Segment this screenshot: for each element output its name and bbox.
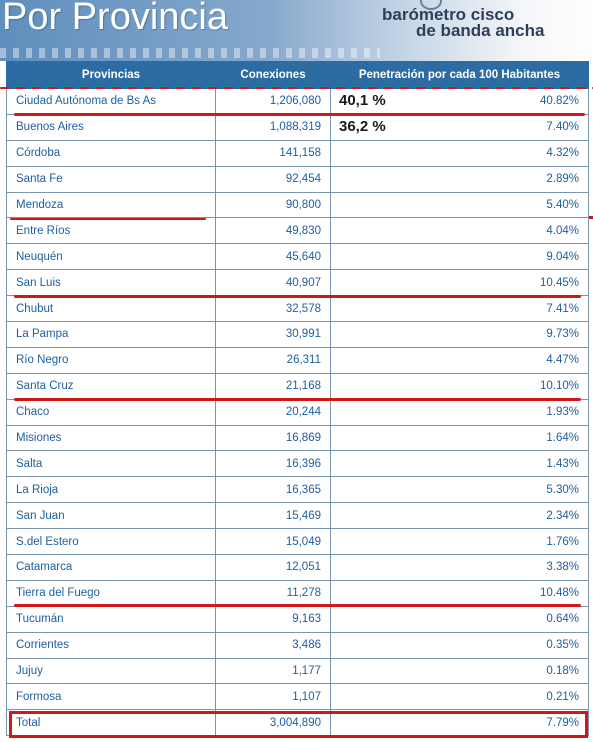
table-row-san-luis: [7, 270, 589, 296]
penetration-cell: [331, 477, 589, 503]
table-row-catamarca: [7, 555, 589, 581]
province-cell: Misiones: [7, 425, 216, 451]
penetration-cell: [331, 503, 589, 529]
penetration-value: 0.35%: [546, 639, 579, 652]
connections-cell: 15,469: [216, 503, 331, 529]
penetration-value: 2.34%: [546, 509, 579, 522]
penetration-cell: [331, 322, 589, 348]
table-row-tierra-del-fuego: [7, 580, 589, 606]
connections-cell: 16,365: [216, 477, 331, 503]
brand-line-1: barómetro cisco: [382, 5, 515, 24]
table-row-misiones: [7, 425, 589, 451]
penetration-value: 7.40%: [546, 121, 579, 134]
connections-cell: 1,107: [216, 684, 331, 710]
penetration-value: 5.30%: [546, 483, 579, 496]
table-row-la-pampa: [7, 322, 589, 348]
highlight-underline-santa-cruz: [14, 398, 581, 401]
penetration-cell: [331, 296, 589, 322]
province-cell: Corrientes: [7, 632, 216, 658]
province-cell: La Pampa: [7, 322, 216, 348]
brand-logo: [382, 7, 587, 41]
connections-cell: 40,907: [216, 270, 331, 296]
penetration-value: 40.82%: [539, 95, 579, 108]
connections-cell: 45,640: [216, 244, 331, 270]
penetration-cell: [331, 606, 589, 632]
province-cell: S.del Estero: [7, 529, 216, 555]
highlight-underline-mendoza: [10, 218, 206, 220]
penetration-value: 1.93%: [546, 406, 579, 419]
highlight-underline-san-luis: [14, 295, 581, 298]
penetration-cell: [331, 658, 589, 684]
table-row-entre-rios: [7, 218, 589, 244]
connections-cell: 16,869: [216, 425, 331, 451]
highlight-box-total: [9, 711, 588, 738]
province-cell: Mendoza: [7, 192, 216, 218]
table-row-s-del-estero: [7, 529, 589, 555]
connections-cell: 1,177: [216, 658, 331, 684]
header-banner: [0, 0, 593, 61]
province-cell: Río Negro: [7, 347, 216, 373]
province-cell: Tucumán: [7, 606, 216, 632]
penetration-cell: [331, 347, 589, 373]
column-header-penetration: Penetración por cada 100 Habitantes: [331, 62, 589, 89]
connections-cell: 92,454: [216, 166, 331, 192]
connections-cell: 90,800: [216, 192, 331, 218]
province-cell: La Rioja: [7, 477, 216, 503]
penetration-value: 1.64%: [546, 432, 579, 445]
table-row-buenos-aires: [7, 114, 589, 140]
connections-cell: 30,991: [216, 322, 331, 348]
penetration-value: 1.43%: [546, 457, 579, 470]
penetration-cell: [331, 192, 589, 218]
highlight-underline-tierra-del-fuego: [14, 604, 581, 607]
province-cell: Chaco: [7, 399, 216, 425]
brand-line-2: de banda ancha: [416, 21, 545, 40]
province-cell: Tierra del Fuego: [7, 580, 216, 606]
province-cell: Buenos Aires: [7, 114, 216, 140]
penetration-value: 7.41%: [546, 302, 579, 315]
connections-cell: 20,244: [216, 399, 331, 425]
penetration-cell: [331, 451, 589, 477]
connections-cell: 12,051: [216, 555, 331, 581]
penetration-value: 2.89%: [546, 173, 579, 186]
penetration-value: 0.21%: [546, 690, 579, 703]
province-cell: Neuquén: [7, 244, 216, 270]
province-cell: Salta: [7, 451, 216, 477]
penetration-cell: [331, 425, 589, 451]
highlight-underline-ciudad: [14, 113, 585, 116]
penetration-cell: [331, 114, 589, 140]
table-row-jujuy: [7, 658, 589, 684]
penetration-cell: [331, 218, 589, 244]
table-body: [7, 89, 589, 736]
connections-cell: 11,278: [216, 580, 331, 606]
penetration-cell: [331, 244, 589, 270]
connections-cell: 9,163: [216, 606, 331, 632]
penetration-cell: [331, 89, 589, 115]
table-row-chubut: [7, 296, 589, 322]
penetration-cell: [331, 555, 589, 581]
connections-cell: 1,088,319: [216, 114, 331, 140]
total-penetration-cell: 7.79%: [331, 710, 589, 736]
connections-cell: 26,311: [216, 347, 331, 373]
connections-cell: 49,830: [216, 218, 331, 244]
province-cell: Chubut: [7, 296, 216, 322]
penetration-value: 10.48%: [539, 587, 579, 600]
penetration-value: 3.38%: [546, 561, 579, 574]
table-row-santa-fe: [7, 166, 589, 192]
penetration-cell: [331, 399, 589, 425]
connections-cell: 21,168: [216, 373, 331, 399]
table-header-row: [7, 62, 589, 89]
table-row-la-rioja: [7, 477, 589, 503]
table-row-ciudad-autonoma-de-bs-as: [7, 89, 589, 115]
table-row-chaco: [7, 399, 589, 425]
penetration-cell: [331, 166, 589, 192]
page-title: Por Provincia: [2, 0, 228, 38]
table-row-tucuman: [7, 606, 589, 632]
connections-cell: 1,206,080: [216, 89, 331, 115]
penetration-cell: [331, 270, 589, 296]
table-row-corrientes: [7, 632, 589, 658]
total-connections-cell: 3,004,890: [216, 710, 331, 736]
penetration-value: 9.04%: [546, 250, 579, 263]
table-row-rio-negro: [7, 347, 589, 373]
decorative-dash-pattern: [0, 48, 380, 58]
penetration-note: 36,2 %: [339, 117, 386, 135]
province-cell: Entre Ríos: [7, 218, 216, 244]
province-cell: Santa Cruz: [7, 373, 216, 399]
penetration-cell: [331, 632, 589, 658]
province-cell: Formosa: [7, 684, 216, 710]
penetration-note: 40,1 %: [339, 92, 386, 109]
penetration-value: 0.64%: [546, 613, 579, 626]
province-cell: Ciudad Autónoma de Bs As: [7, 89, 216, 115]
penetration-value: 4.04%: [546, 224, 579, 237]
province-cell: Santa Fe: [7, 166, 216, 192]
highlight-top-dashed-line: [0, 87, 593, 89]
table-row-salta: [7, 451, 589, 477]
total-label-cell: Total: [7, 710, 216, 736]
penetration-value: 1.76%: [546, 535, 579, 548]
province-cell: San Luis: [7, 270, 216, 296]
penetration-value: 10.45%: [539, 276, 579, 289]
penetration-value: 0.18%: [546, 665, 579, 678]
column-header-connections: Conexiones: [216, 62, 331, 89]
penetration-value: 9.73%: [546, 328, 579, 341]
column-header-provinces: Provincias: [7, 62, 216, 89]
province-cell: Jujuy: [7, 658, 216, 684]
penetration-value: 4.47%: [546, 354, 579, 367]
connections-cell: 15,049: [216, 529, 331, 555]
province-cell: Catamarca: [7, 555, 216, 581]
table-row-san-juan: [7, 503, 589, 529]
penetration-value: 5.40%: [546, 199, 579, 211]
connections-cell: 16,396: [216, 451, 331, 477]
table-row-mendoza: [7, 192, 589, 218]
province-cell: Córdoba: [7, 140, 216, 166]
table-row-neuquen: [7, 244, 589, 270]
province-cell: San Juan: [7, 503, 216, 529]
penetration-cell: [331, 529, 589, 555]
table-row-formosa: [7, 684, 589, 710]
penetration-cell: [331, 684, 589, 710]
penetration-cell: [331, 580, 589, 606]
connections-cell: 3,486: [216, 632, 331, 658]
highlight-mark-right: [589, 216, 593, 219]
penetration-value: 10.10%: [539, 380, 579, 393]
table-row-santa-cruz: [7, 373, 589, 399]
connections-cell: 32,578: [216, 296, 331, 322]
connections-cell: 141,158: [216, 140, 331, 166]
penetration-cell: [331, 373, 589, 399]
table-row-cordoba: [7, 140, 589, 166]
penetration-value: 4.32%: [546, 147, 579, 160]
penetration-cell: [331, 140, 589, 166]
